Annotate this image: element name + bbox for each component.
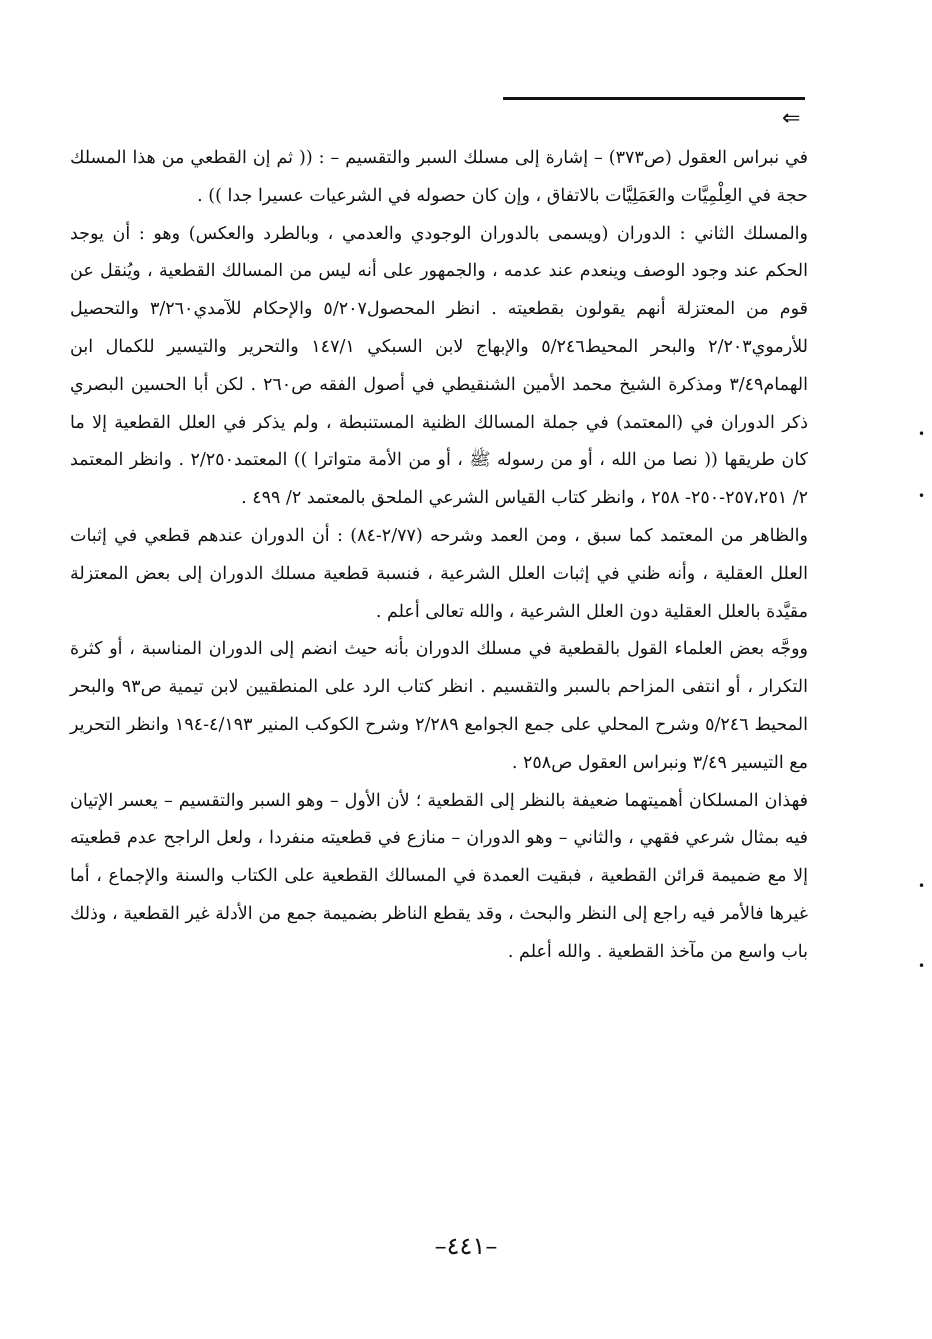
continuation-arrow-icon: ⇐ [782, 106, 801, 131]
footnote-text [70, 140, 808, 972]
margin-mark: • [918, 427, 926, 441]
page-number: –٤٤١– [434, 1232, 498, 1260]
paragraph-5: فهذان المسلكان أهميتهما ضعيفة بالنظر إلى القطعية ؛ لأن الأول – وهو السبر والتقسيم – يعسر الإتيان فيه بمثال شرعي فقهي ، والثاني – وهو الدوران – منازع في قطعيته منفردا ، ولعل الراجح عدم قطعيته إلا مع ضميمة قرائن القطعية ، فبقيت العمدة في المسالك القطعية على الكتاب والسنة والإجماع ، أما غيرها فالأمر فيه راجع إلى النظر والبحث ، وقد يقطع الناظر بضميمة جمع من الأدلة غير القطعية ، وذلك باب واسع من مآخذ القطعية . والله أعلم . [70, 790, 808, 962]
paragraph-2: والمسلك الثاني : الدوران (ويسمى بالدوران الوجودي والعدمي ، وبالطرد والعكس) وهو : أن يوجد الحكم عند وجود الوصف وينعدم عند عدمه ، والجمهور على أنه ليس من المسالك القطعية ، ويُنقل عن قوم من المعتزلة أنهم يقولون بقطعيته . انظر المحصول٥/٢٠٧ والإحكام للآمدي٣/٢٦٠ والتحصيل للأرموي٢/٢٠٣ والبحر المحيط٥/٢٤٦ والإبهاج لابن السبكي ١٤٧/١ والتحرير والتيسير للكمال ابن الهمام٣/٤٩ ومذكرة الشيخ محمد الأمين الشنقيطي في أصول الفقه ص٢٦٠ . لكن أبا الحسين البصري ذكر الدوران في (المعتمد) في جملة المسالك الظنية المستنبطة ، ولم يذكر في العلل القطعية إلا ما كان طريقها (( نصا من الله ، أو من رسوله ﷺ ، أو من الأمة متواترا )) المعتمد٢/٢٥٠ . وانظر المعتمد ٢/ ٢٥٧،٢٥١-٢٥٠- ٢٥٨ ، وانظر كتاب القياس الشرعي الملحق بالمعتمد ٢/ ٤٩٩ . [70, 223, 809, 509]
margin-mark: • [918, 879, 926, 893]
margin-mark: • [918, 489, 926, 503]
paragraph-1: في نبراس العقول (ص٣٧٣) – إشارة إلى مسلك السبر والتقسيم – : (( ثم إن القطعي من هذا المسلك حجة في العِلْمِيَّات والعَمَلِيَّات بالاتفاق ، وإن كان حصوله في الشرعيات عسيرا جدا )) . [70, 148, 808, 206]
margin-mark: • [918, 959, 926, 973]
footnote-separator-rule [503, 97, 805, 100]
paragraph-4: ووجَّه بعض العلماء القول بالقطعية في مسلك الدوران بأنه حيث انضم إلى الدوران المناسبة ، أو كثرة التكرار ، أو انتفى المزاحم بالسبر والتقسيم . انظر كتاب الرد على المنطقيين لابن تيمية ص٩٣ والبحر المحيط ٥/٢٤٦ وشرح المحلي على جمع الجوامع ٢/٢٨٩ وشرح الكوكب المنير ٤/١٩٣-١٩٤ وانظر التحرير مع التيسير ٣/٤٩ ونبراس العقول ص٢٥٨ . [70, 639, 808, 773]
paragraph-3: والظاهر من المعتمد كما سبق ، ومن العمد وشرحه (٢/٧٧-٨٤) : أن الدوران عندهم قطعي في إثبات العلل العقلية ، وأنه ظني في إثبات العلل الشرعية ، فنسبة قطعية مسلك الدوران إلى بعض المعتزلة مقيَّدة بالعلل العقلية دون العلل الشرعية ، والله تعالى أعلم . [70, 525, 808, 622]
